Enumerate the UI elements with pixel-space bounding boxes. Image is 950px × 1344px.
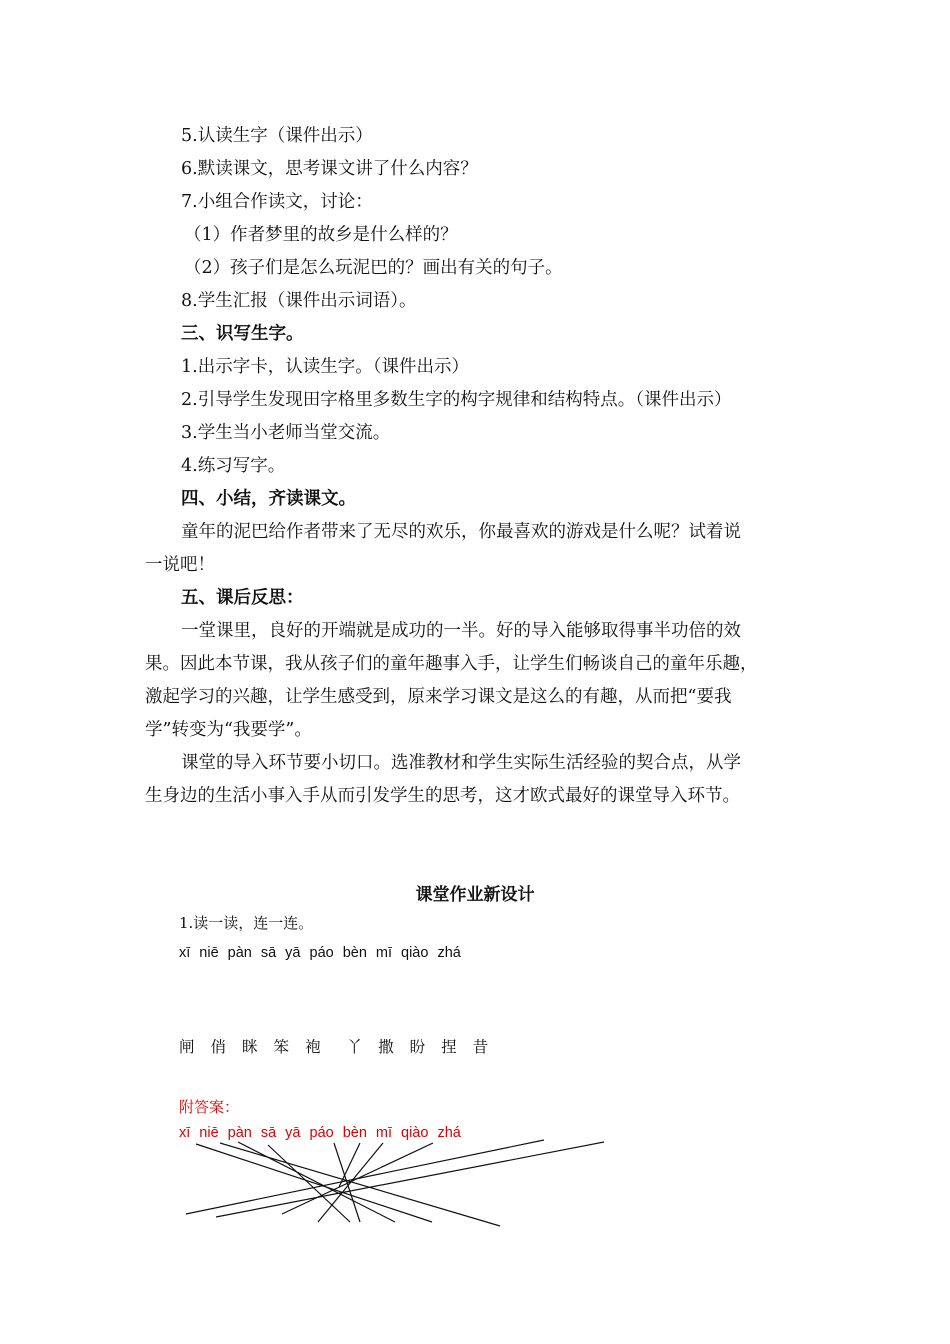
character-item: 笨 [273,1038,290,1056]
answer-pinyin-item: pàn [227,1125,252,1141]
discussion-question-1: （1）作者梦里的故乡是什么样的？ [184,225,458,245]
connection-line [220,1143,500,1226]
reflection-p1-line-1: 一堂课里，良好的开端就是成功的一半。好的导入能够取得事半功倍的效 [181,621,741,641]
answer-pinyin-item: yā [285,1125,301,1141]
homework-task-1: 1.读一读，连一连。 [179,914,314,932]
pinyin-item: xī [179,945,191,961]
character-item: 闸 [179,1038,195,1056]
section3-item-3: 3.学生当小老师当堂交流。 [181,423,391,443]
pinyin-item: páo [309,945,334,961]
pinyin-item: yā [285,945,301,961]
connection-line [238,1142,395,1222]
character-item: 昔 [472,1038,489,1056]
answer-pinyin-item: mī [375,1125,393,1141]
summary-line-2: 一说吧！ [145,555,215,575]
character-item: 眯 [242,1038,258,1056]
pinyin-item: qiào [401,945,429,961]
reflection-p1-line-2: 果。因此本节课，我从孩子们的童年趣事入手，让学生们畅谈自己的童年乐趣， [145,654,758,674]
connection-line [268,1145,350,1222]
connection-line [186,1140,544,1214]
answer-pinyin-item: qiào [401,1125,429,1141]
character-item: 俏 [210,1038,227,1056]
pinyin-item: sā [260,945,277,961]
connection-line [318,1143,383,1222]
pinyin-item: mī [375,945,393,961]
answer-pinyin-item: xī [179,1125,191,1141]
section-heading-5: 五、课后反思： [181,588,304,608]
summary-line-1: 童年的泥巴给作者带来了无尽的欢乐，你最喜欢的游戏是什么呢？试着说 [181,522,741,542]
character-item: 袍 [305,1038,321,1056]
section3-item-2: 2.引导学生发现田字格里多数生字的构字规律和结构特点。（课件出示） [181,390,732,410]
reflection-p2-line-1: 课堂的导入环节要小切口。选准教材和学生实际生活经验的契合点，从学 [181,753,741,773]
answer-pinyin-item: bèn [342,1125,367,1141]
answer-pinyin-item: páo [309,1125,334,1141]
connection-line [196,1144,432,1222]
section3-item-1: 1.出示字卡，认读生字。（课件出示） [181,357,469,377]
section-heading-4: 四、小结，齐读课文。 [181,489,356,509]
character-item: 撒 [378,1038,394,1056]
character-item: 丫 [346,1038,363,1056]
section-heading-3: 三、识写生字。 [181,324,304,344]
lesson-step-5: 5.认读生字（课件出示） [181,126,373,146]
lesson-step-8: 8.学生汇报（课件出示词语）。 [181,291,417,311]
answer-label: 附答案： [179,1098,240,1116]
answer-pinyin-item: zhá [437,1125,461,1141]
discussion-question-2: （2）孩子们是怎么玩泥巴的？画出有关的句子。 [184,258,563,278]
pinyin-item: niē [199,945,219,961]
pinyin-item: bèn [342,945,367,961]
pinyin-item: pàn [227,945,252,961]
reflection-p1-line-3: 激起学习的兴趣，让学生感受到，原来学习课文是这么的有趣，从而把“要我 [145,687,732,707]
reflection-p2-line-2: 生身边的生活小事入手从而引发学生的思考，这才欧式最好的课堂导入环节。 [145,786,740,806]
section3-item-4: 4.练习写字。 [181,456,286,476]
character-item: 捏 [441,1038,457,1056]
answer-pinyin-item: sā [260,1125,277,1141]
reflection-p1-line-4: 学”转变为“我要学”。 [145,720,312,740]
homework-title: 课堂作业新设计 [415,885,535,905]
lesson-step-6: 6.默读课文，思考课文讲了什么内容？ [181,159,478,179]
lesson-step-7: 7.小组合作读文，讨论： [181,192,373,212]
answer-pinyin-item: niē [199,1125,219,1141]
character-item: 盼 [409,1038,426,1056]
pinyin-item: zhá [437,945,461,961]
